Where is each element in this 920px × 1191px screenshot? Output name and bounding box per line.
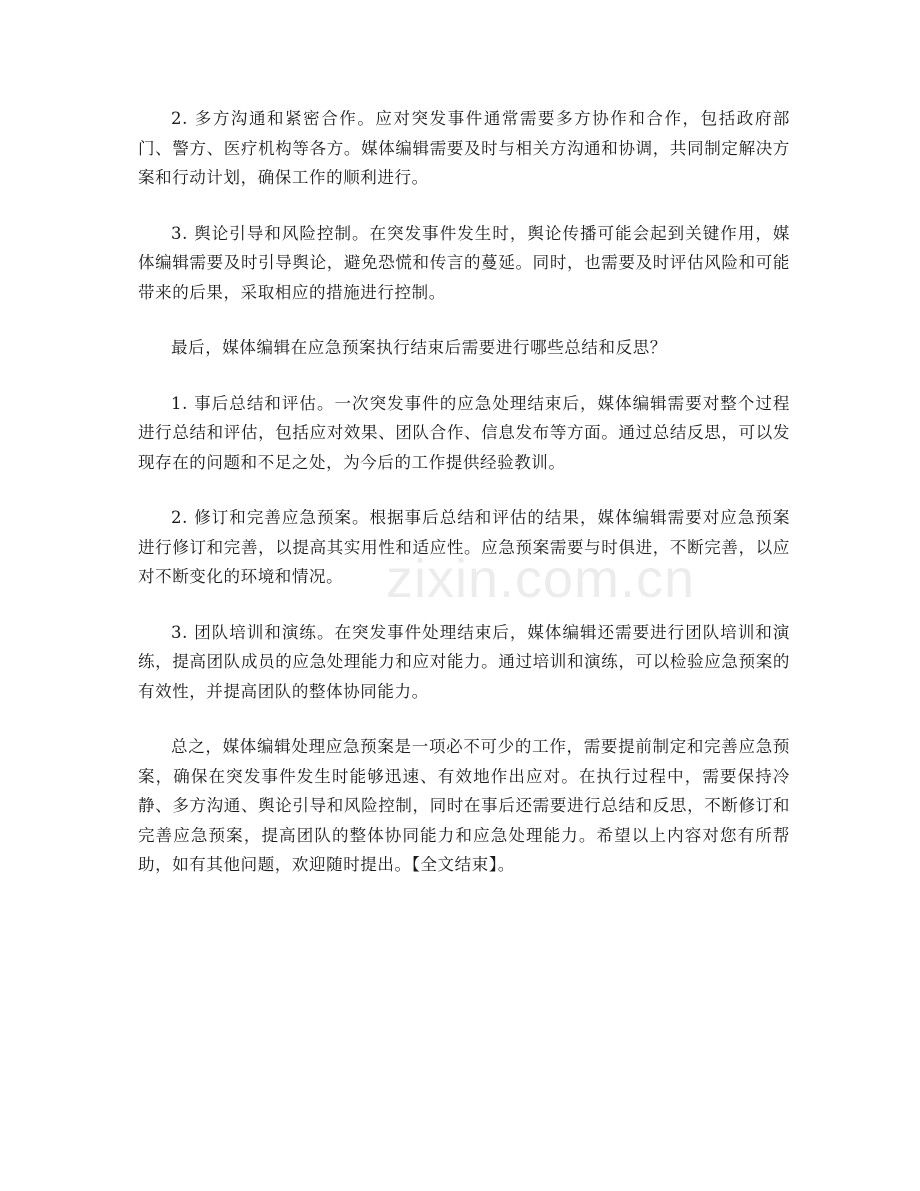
document-body (138, 104, 790, 906)
paragraph-post-event-review: 1. 事后总结和评估。一次突发事件的应急处理结束后，媒体编辑需要对整个过程进行总结和评估，包括应对效果、团队合作、信息发布等方面。通过总结反思，可以发现存在的问题和不足之处，为今后的工作提供经验教训。 (138, 393, 790, 472)
paragraph-communication: 2. 多方沟通和紧密合作。应对突发事件通常需要多方协作和合作，包括政府部门、警方、医疗机构等各方。媒体编辑需要及时与相关方沟通和协调，共同制定解决方案和行动计划，确保工作的顺利进行。 (138, 109, 790, 187)
paragraph-summary-question: 最后，媒体编辑在应急预案执行结束后需要进行哪些总结和反思？ (171, 338, 667, 357)
paragraph-team-training: 3. 团队培训和演练。在突发事件处理结束后，媒体编辑还需要进行团队培训和演练，提高团队成员的应急处理能力和应对能力。通过培训和演练，可以检验应急预案的有效性，并提高团队的整体协同能力。 (138, 622, 790, 701)
paragraph-opinion-guidance: 3. 舆论引导和风险控制。在突发事件发生时，舆论传播可能会起到关键作用，媒体编辑需要及时引导舆论，避免恐慌和传言的蔓延。同时，也需要及时评估风险和可能带来的后果，采取相应的措施进行控制。 (138, 223, 790, 302)
paragraph-plan-revision: 2. 修订和完善应急预案。根据事后总结和评估的结果，媒体编辑需要对应急预案进行修订和完善，以提高其实用性和适应性。应急预案需要与时俱进，不断完善，以应对不断变化的环境和情况。 (138, 508, 790, 586)
paragraph-conclusion: 总之，媒体编辑处理应急预案是一项必不可少的工作，需要提前制定和完善应急预案，确保在突发事件发生时能够迅速、有效地作出应对。在执行过程中，需要保持冷静、多方沟通、舆论引导和风险控制，同时在事后还需要进行总结和反思，不断修订和完善应急预案，提高团队的整体协同能力和应急处理能力。希望以上内容对您有所帮助，如有其他问题，欢迎随时提出。【全文结束】。 (138, 737, 790, 874)
watermark: zixin.com.cn (386, 549, 696, 609)
